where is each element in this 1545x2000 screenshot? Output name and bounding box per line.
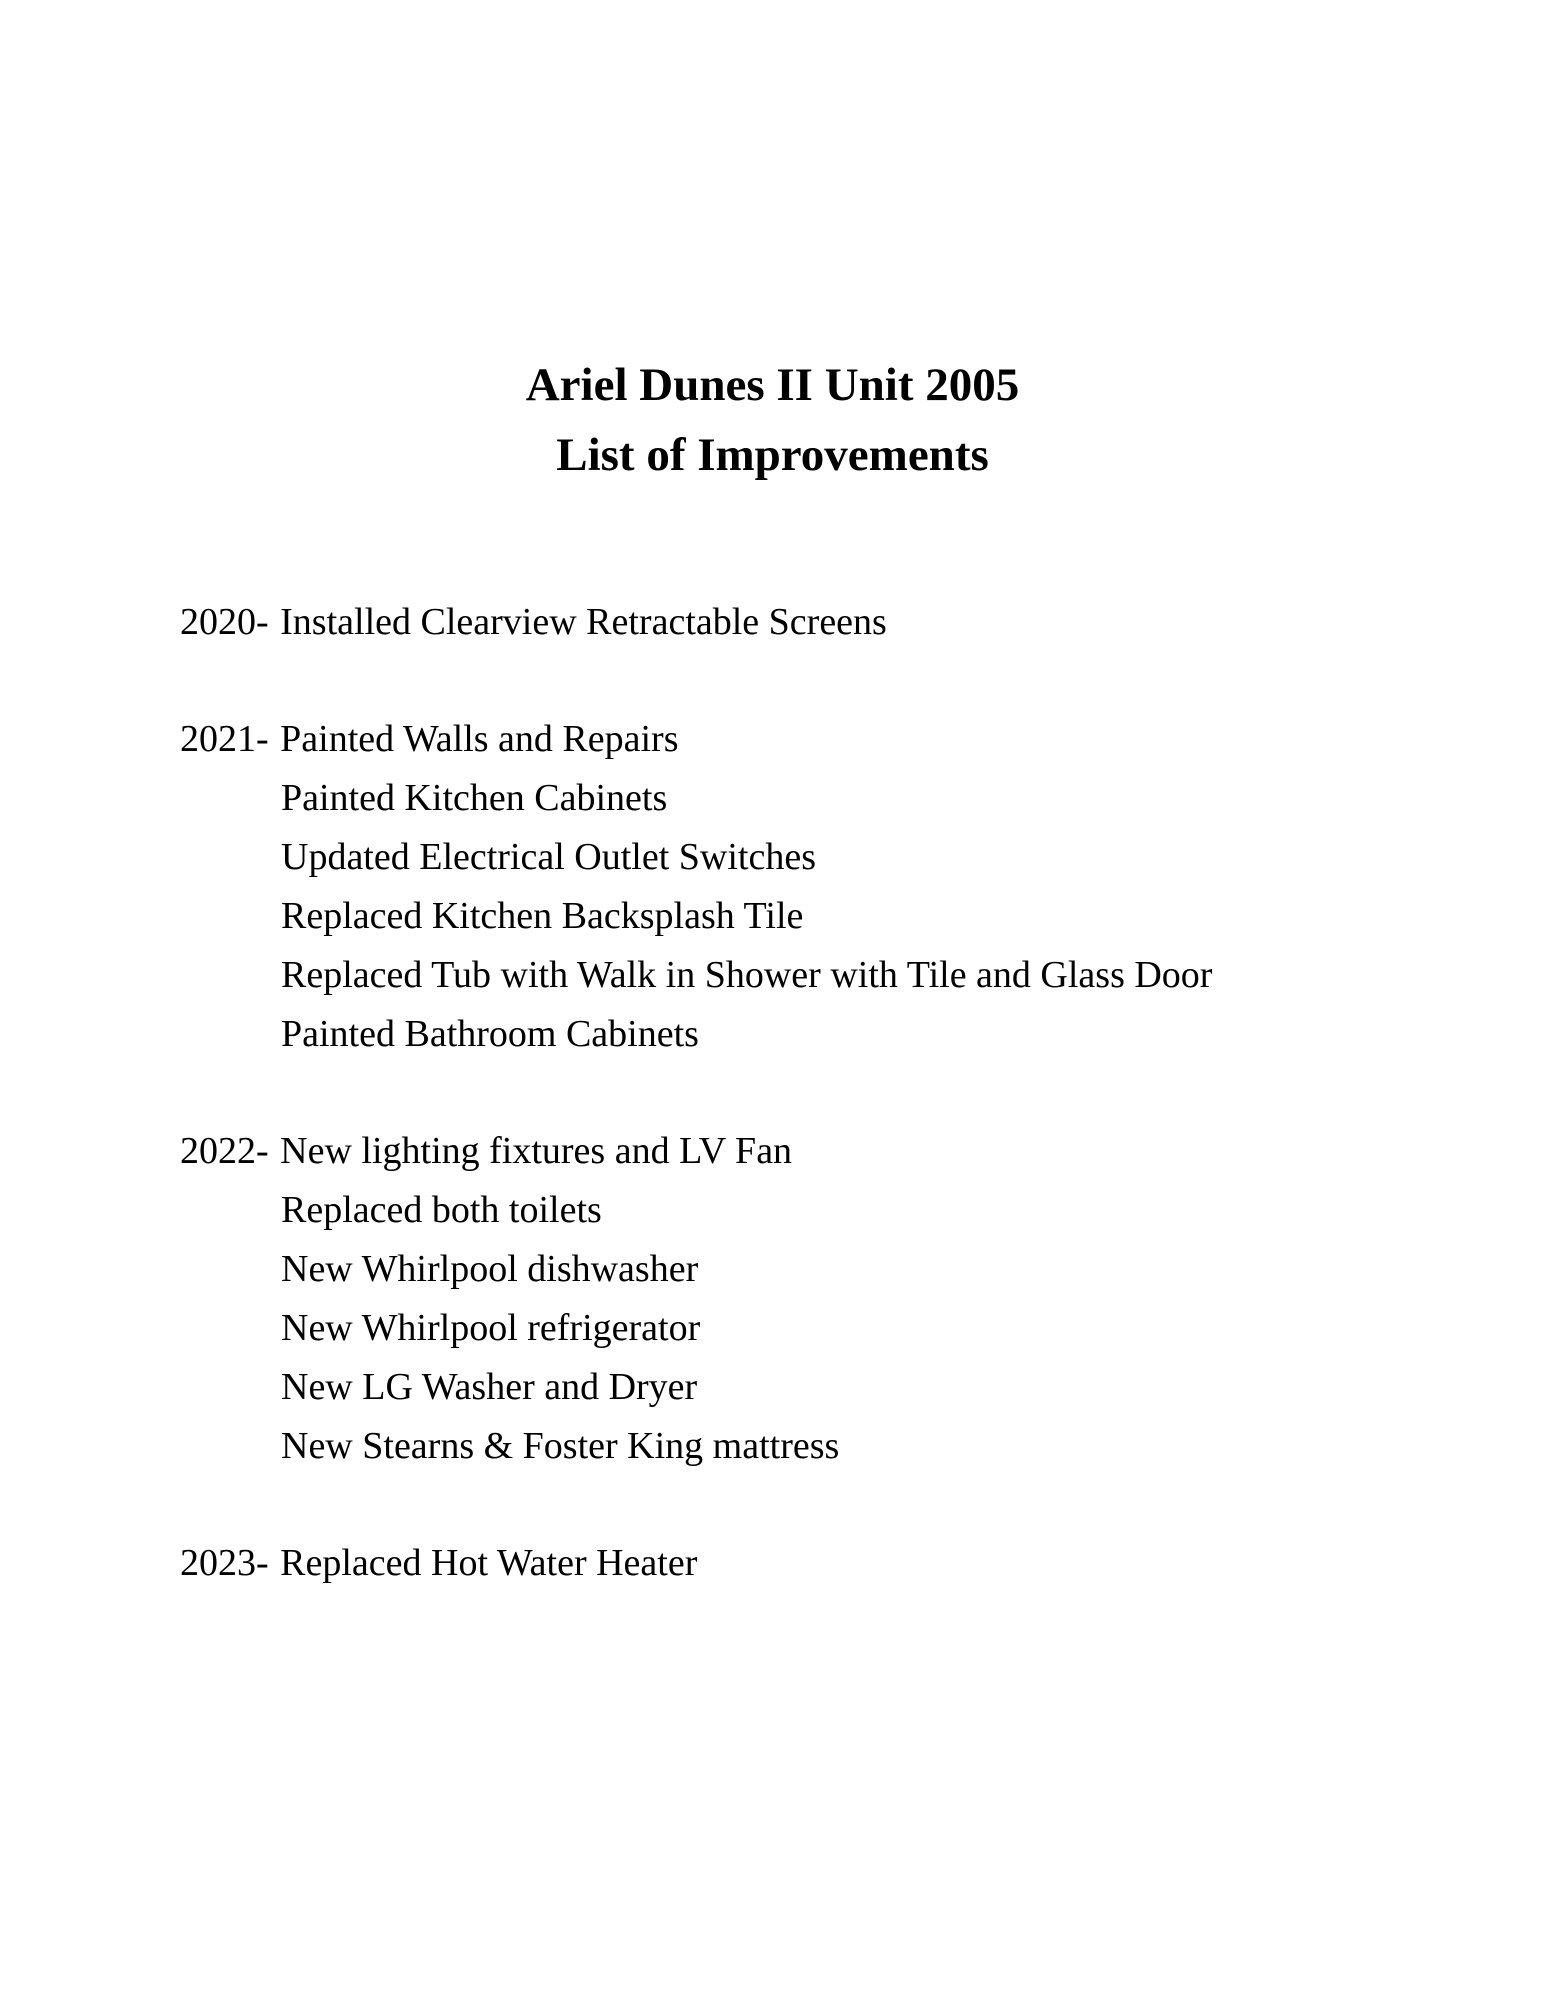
year-line [180, 1534, 1480, 1593]
improvement-item: Replaced both toilets [281, 1189, 602, 1231]
year-label: 2023- [180, 1542, 269, 1584]
year-label: 2022- [180, 1130, 269, 1172]
year-group-2022 [180, 1122, 1480, 1476]
year-line [180, 1122, 1480, 1181]
improvement-item: Replaced Tub with Walk in Shower with Tile and Glass Door [281, 954, 1213, 996]
improvement-item: Painted Walls and Repairs [280, 718, 679, 760]
year-line [180, 710, 1480, 769]
document-title-block [0, 350, 1545, 490]
year-group-2023 [180, 1534, 1480, 1593]
improvement-item: New Stearns & Foster King mattress [281, 1425, 840, 1467]
year-line [180, 593, 1480, 652]
year-label: 2020- [180, 601, 269, 643]
year-group-2021 [180, 710, 1480, 1064]
document-subtitle: List of Improvements [556, 429, 989, 481]
year-label: 2021- [180, 718, 269, 760]
improvement-item: New lighting fixtures and LV Fan [280, 1130, 793, 1172]
improvement-item: New LG Washer and Dryer [281, 1366, 698, 1408]
improvement-item: Painted Kitchen Cabinets [281, 777, 668, 819]
improvement-item: Painted Bathroom Cabinets [281, 1013, 699, 1055]
improvements-list [180, 593, 1480, 1651]
improvement-item: Updated Electrical Outlet Switches [281, 836, 816, 878]
improvement-item: Replaced Hot Water Heater [280, 1542, 698, 1584]
year-group-2020 [180, 593, 1480, 652]
improvement-item: Replaced Kitchen Backsplash Tile [281, 895, 804, 937]
improvement-item: New Whirlpool dishwasher [281, 1248, 699, 1290]
document-title: Ariel Dunes II Unit 2005 [525, 359, 1020, 411]
improvement-item: Installed Clearview Retractable Screens [280, 601, 887, 643]
improvement-item: New Whirlpool refrigerator [281, 1307, 701, 1349]
